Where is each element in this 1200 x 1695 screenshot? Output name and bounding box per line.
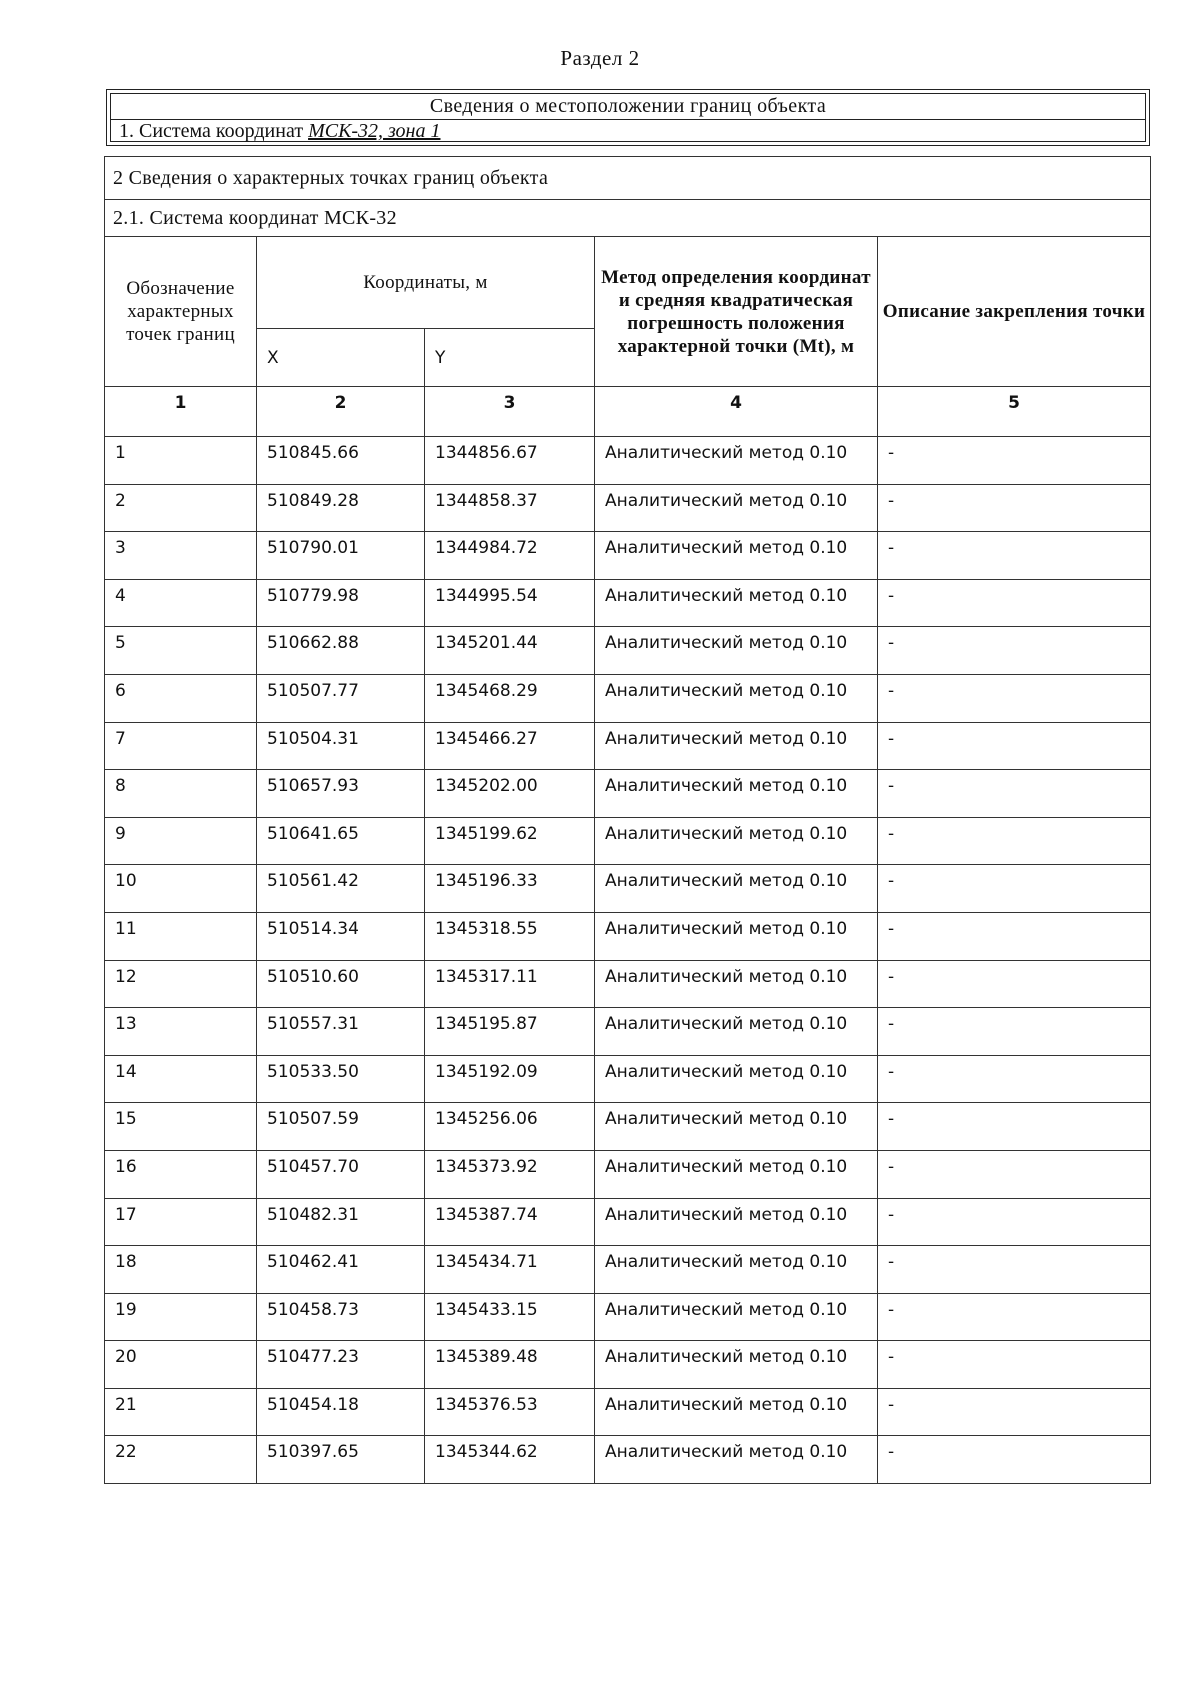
method-cell: Аналитический метод 0.10 (595, 674, 878, 722)
method-cell: Аналитический метод 0.10 (595, 1436, 878, 1484)
method-cell: Аналитический метод 0.10 (595, 579, 878, 627)
y-coordinate-cell: 1344858.37 (425, 484, 595, 532)
description-cell: - (878, 674, 1151, 722)
x-coordinate-cell: 510641.65 (257, 817, 425, 865)
x-coordinate-cell: 510507.77 (257, 674, 425, 722)
table-row (105, 722, 1151, 770)
point-number-cell: 15 (105, 1103, 257, 1151)
x-coordinate-cell: 510477.23 (257, 1341, 425, 1389)
point-number-cell: 2 (105, 484, 257, 532)
description-cell: - (878, 1388, 1151, 1436)
point-number-cell: 11 (105, 912, 257, 960)
table-row (105, 484, 1151, 532)
table-row (105, 627, 1151, 675)
y-coordinate-cell: 1345196.33 (425, 865, 595, 913)
method-cell: Аналитический метод 0.10 (595, 1198, 878, 1246)
table-row (105, 1055, 1151, 1103)
method-cell: Аналитический метод 0.10 (595, 865, 878, 913)
y-coordinate-cell: 1345434.71 (425, 1246, 595, 1294)
point-number-cell: 18 (105, 1246, 257, 1294)
method-cell: Аналитический метод 0.10 (595, 1341, 878, 1389)
method-cell: Аналитический метод 0.10 (595, 1103, 878, 1151)
point-number-cell: 4 (105, 579, 257, 627)
x-coordinate-cell: 510482.31 (257, 1198, 425, 1246)
x-coordinate-cell: 510657.93 (257, 770, 425, 818)
header-description: Описание закрепления точки (878, 237, 1151, 387)
y-coordinate-cell: 1344856.67 (425, 437, 595, 485)
column-number: 2 (257, 387, 425, 437)
y-coordinate-cell: 1344995.54 (425, 579, 595, 627)
description-cell: - (878, 1150, 1151, 1198)
table-row (105, 1103, 1151, 1151)
table-row (105, 1008, 1151, 1056)
table-row (105, 960, 1151, 1008)
point-number-cell: 16 (105, 1150, 257, 1198)
description-cell: - (878, 437, 1151, 485)
description-cell: - (878, 1103, 1151, 1151)
x-coordinate-cell: 510790.01 (257, 532, 425, 580)
description-cell: - (878, 722, 1151, 770)
column-number-row (105, 387, 1151, 437)
point-number-cell: 6 (105, 674, 257, 722)
table-row (105, 579, 1151, 627)
column-number: 5 (878, 387, 1151, 437)
method-cell: Аналитический метод 0.10 (595, 627, 878, 675)
method-cell: Аналитический метод 0.10 (595, 532, 878, 580)
point-number-cell: 19 (105, 1293, 257, 1341)
y-coordinate-cell: 1345433.15 (425, 1293, 595, 1341)
method-cell: Аналитический метод 0.10 (595, 1055, 878, 1103)
method-cell: Аналитический метод 0.10 (595, 1388, 878, 1436)
x-coordinate-cell: 510662.88 (257, 627, 425, 675)
header-y: Y (425, 329, 595, 387)
method-cell: Аналитический метод 0.10 (595, 437, 878, 485)
x-coordinate-cell: 510458.73 (257, 1293, 425, 1341)
header-method: Метод определения координат и средняя квадратическая погрешность положения характерной точки (Mt), м (595, 237, 878, 387)
x-coordinate-cell: 510462.41 (257, 1246, 425, 1294)
section-title: Раздел 2 (560, 46, 640, 70)
column-number: 3 (425, 387, 595, 437)
point-number-cell: 8 (105, 770, 257, 818)
table-row (105, 532, 1151, 580)
header-point-designation: Обозначение характерных точек границ (105, 237, 257, 387)
x-coordinate-cell: 510779.98 (257, 579, 425, 627)
table-row (105, 912, 1151, 960)
method-cell: Аналитический метод 0.10 (595, 1246, 878, 1294)
table-row (105, 437, 1151, 485)
point-number-cell: 14 (105, 1055, 257, 1103)
coord-system-label: 1. Система координат (119, 120, 304, 142)
point-number-cell: 17 (105, 1198, 257, 1246)
y-coordinate-cell: 1344984.72 (425, 532, 595, 580)
y-coordinate-cell: 1345344.62 (425, 1436, 595, 1484)
method-cell: Аналитический метод 0.10 (595, 1293, 878, 1341)
point-number-cell: 12 (105, 960, 257, 1008)
y-coordinate-cell: 1345468.29 (425, 674, 595, 722)
header-coordinates: Координаты, м (257, 237, 595, 329)
x-coordinate-cell: 510845.66 (257, 437, 425, 485)
coord-system-value: МСК-32, зона 1 (308, 120, 441, 142)
description-cell: - (878, 865, 1151, 913)
x-coordinate-cell: 510557.31 (257, 1008, 425, 1056)
description-cell: - (878, 484, 1151, 532)
x-coordinate-cell: 510510.60 (257, 960, 425, 1008)
x-coordinate-cell: 510849.28 (257, 484, 425, 532)
header-x: X (257, 329, 425, 387)
description-cell: - (878, 960, 1151, 1008)
point-number-cell: 10 (105, 865, 257, 913)
x-coordinate-cell: 510504.31 (257, 722, 425, 770)
table-row (105, 1150, 1151, 1198)
coord-system-line (111, 119, 1145, 141)
description-cell: - (878, 1008, 1151, 1056)
description-cell: - (878, 1293, 1151, 1341)
x-coordinate-cell: 510561.42 (257, 865, 425, 913)
point-number-cell: 22 (105, 1436, 257, 1484)
description-cell: - (878, 1246, 1151, 1294)
column-number: 1 (105, 387, 257, 437)
table-row (105, 1388, 1151, 1436)
y-coordinate-cell: 1345389.48 (425, 1341, 595, 1389)
y-coordinate-cell: 1345256.06 (425, 1103, 595, 1151)
method-cell: Аналитический метод 0.10 (595, 960, 878, 1008)
y-coordinate-cell: 1345387.74 (425, 1198, 595, 1246)
method-cell: Аналитический метод 0.10 (595, 912, 878, 960)
point-number-cell: 5 (105, 627, 257, 675)
points-section-heading: 2 Сведения о характерных точках границ объекта (105, 157, 1151, 200)
y-coordinate-cell: 1345199.62 (425, 817, 595, 865)
y-coordinate-cell: 1345201.44 (425, 627, 595, 675)
method-cell: Аналитический метод 0.10 (595, 1008, 878, 1056)
point-number-cell: 13 (105, 1008, 257, 1056)
table-row (105, 1293, 1151, 1341)
table-row (105, 770, 1151, 818)
method-cell: Аналитический метод 0.10 (595, 770, 878, 818)
description-cell: - (878, 579, 1151, 627)
x-coordinate-cell: 510457.70 (257, 1150, 425, 1198)
y-coordinate-cell: 1345317.11 (425, 960, 595, 1008)
point-number-cell: 20 (105, 1341, 257, 1389)
method-cell: Аналитический метод 0.10 (595, 484, 878, 532)
y-coordinate-cell: 1345192.09 (425, 1055, 595, 1103)
table-row (105, 1198, 1151, 1246)
y-coordinate-cell: 1345376.53 (425, 1388, 595, 1436)
point-number-cell: 21 (105, 1388, 257, 1436)
description-cell: - (878, 1198, 1151, 1246)
description-cell: - (878, 1436, 1151, 1484)
y-coordinate-cell: 1345373.92 (425, 1150, 595, 1198)
x-coordinate-cell: 510514.34 (257, 912, 425, 960)
y-coordinate-cell: 1345195.87 (425, 1008, 595, 1056)
object-boundary-box (106, 89, 1150, 146)
x-coordinate-cell: 510507.59 (257, 1103, 425, 1151)
point-number-cell: 1 (105, 437, 257, 485)
description-cell: - (878, 532, 1151, 580)
point-number-cell: 3 (105, 532, 257, 580)
method-cell: Аналитический метод 0.10 (595, 722, 878, 770)
boundary-points-table (104, 156, 1151, 1484)
x-coordinate-cell: 510533.50 (257, 1055, 425, 1103)
description-cell: - (878, 1341, 1151, 1389)
points-subsection-heading: 2.1. Система координат МСК-32 (105, 200, 1151, 237)
x-coordinate-cell: 510397.65 (257, 1436, 425, 1484)
column-number: 4 (595, 387, 878, 437)
point-number-cell: 9 (105, 817, 257, 865)
table-row (105, 865, 1151, 913)
y-coordinate-cell: 1345466.27 (425, 722, 595, 770)
object-boundary-inner-frame (110, 93, 1146, 142)
method-cell: Аналитический метод 0.10 (595, 817, 878, 865)
y-coordinate-cell: 1345202.00 (425, 770, 595, 818)
method-cell: Аналитический метод 0.10 (595, 1150, 878, 1198)
description-cell: - (878, 912, 1151, 960)
table-row (105, 817, 1151, 865)
point-number-cell: 7 (105, 722, 257, 770)
y-coordinate-cell: 1345318.55 (425, 912, 595, 960)
description-cell: - (878, 627, 1151, 675)
description-cell: - (878, 1055, 1151, 1103)
description-cell: - (878, 770, 1151, 818)
object-boundary-heading: Сведения о местоположении границ объекта (111, 94, 1145, 120)
x-coordinate-cell: 510454.18 (257, 1388, 425, 1436)
table-row (105, 1436, 1151, 1484)
description-cell: - (878, 817, 1151, 865)
table-row (105, 674, 1151, 722)
table-row (105, 1341, 1151, 1389)
table-row (105, 1246, 1151, 1294)
